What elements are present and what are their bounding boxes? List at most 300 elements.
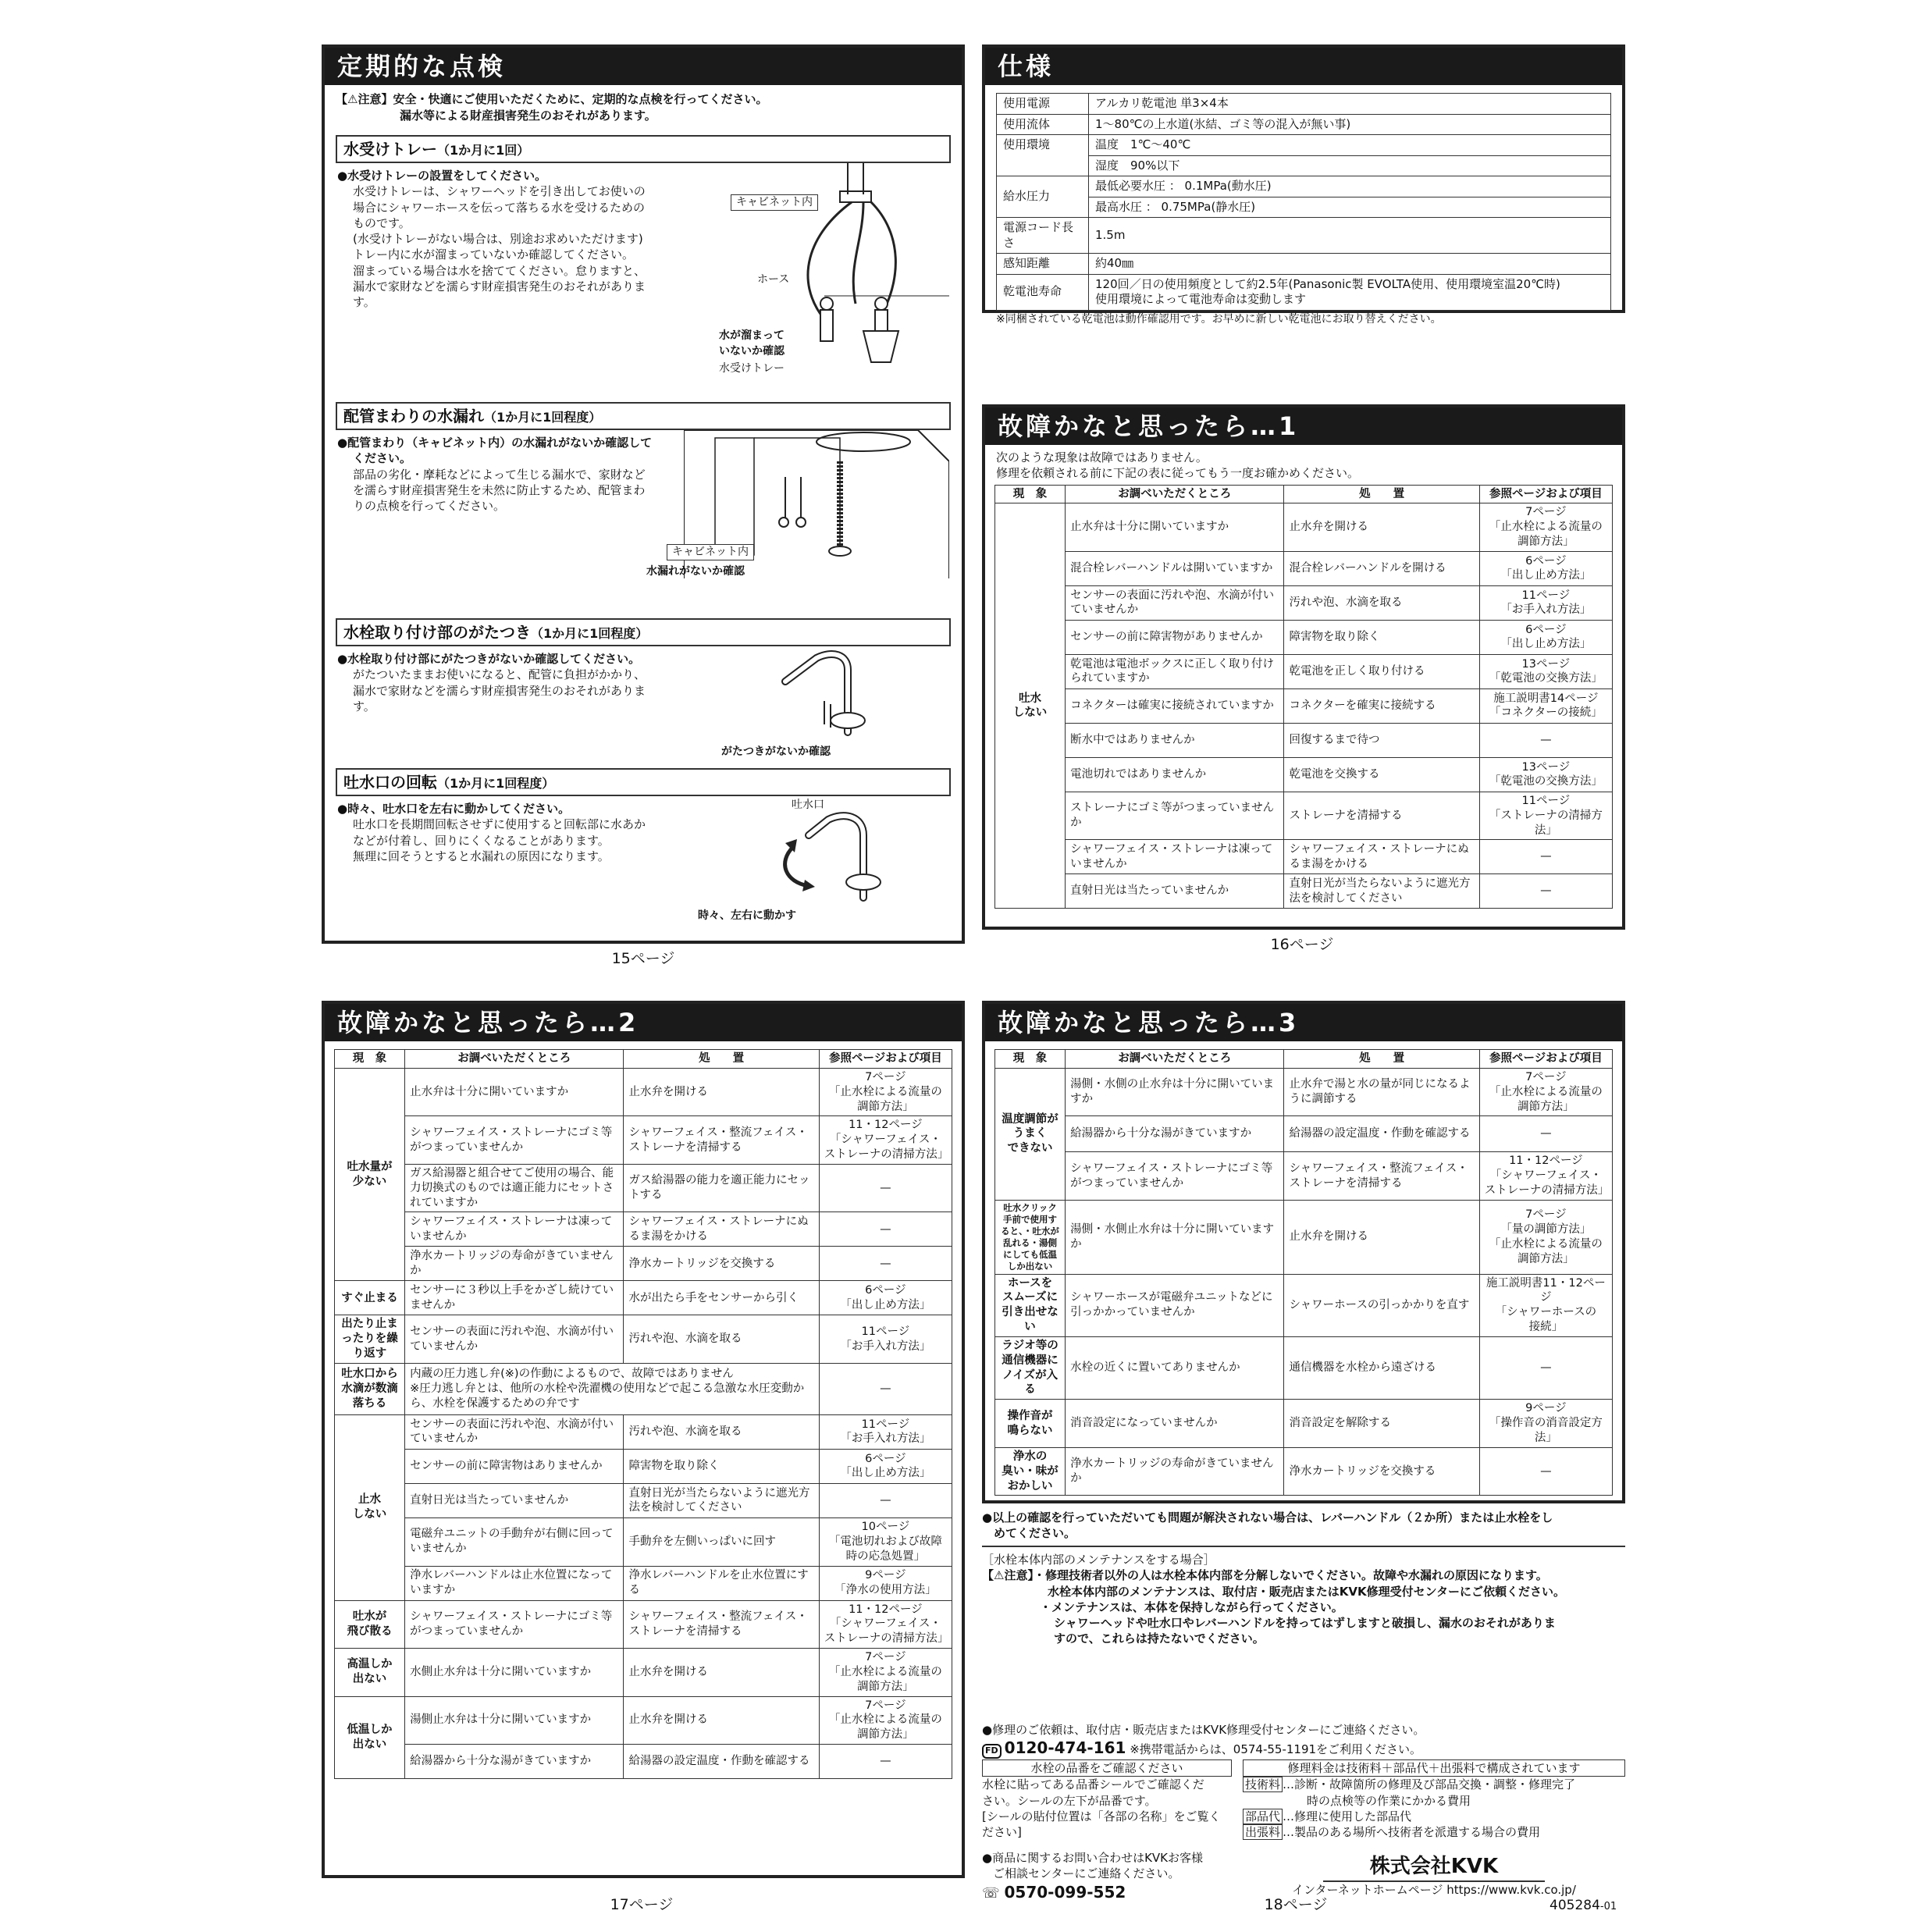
reference-cell: 6ページ 「出し止め方法」 — [819, 1281, 952, 1315]
table-row — [335, 1649, 952, 1697]
table-row — [335, 1212, 952, 1247]
body-line: 溜まっている場合は水を捨ててください。怠りますと、 — [353, 263, 646, 278]
check-point-cell: シャワーフェイス・ストレーナにゴミ等がつまっていませんか — [1066, 1152, 1284, 1201]
spec-row — [997, 197, 1611, 218]
fee-value: …製品のある場所へ技術者を派遣する場合の費用 — [1283, 1825, 1541, 1839]
spec-row — [997, 114, 1611, 135]
reference-cell: 施工説明書14ページ 「コネクターの接続」 — [1479, 688, 1612, 723]
label-cabinet: キャビネット内 — [667, 544, 754, 560]
table-row — [995, 1336, 1613, 1399]
label-leak-check: 水漏れがないか確認 — [646, 565, 745, 578]
check-point-cell: 電磁弁ユニットの手動弁が右側に回っていませんか — [405, 1517, 624, 1566]
check-point-cell: シャワーホースが電磁弁ユニットなどに引っかかっていませんか — [1066, 1274, 1284, 1336]
spec-key: 乾電池寿命 — [997, 274, 1089, 310]
spec-value: 温度 1℃～40℃ — [1089, 135, 1611, 156]
reference-cell: — — [819, 1164, 952, 1212]
spec-key: 電源コード長さ — [997, 218, 1089, 254]
spec-value-line: 使用環境によって電池寿命は変動します — [1095, 292, 1307, 306]
check-point-cell: 混合栓レバーハンドルは開いていますか — [1066, 551, 1284, 585]
trouble2-panel — [322, 1001, 965, 1878]
reference-cell: — — [819, 1483, 952, 1517]
column-header: 現 象 — [335, 1050, 405, 1069]
column-header: 参照ページおよび項目 — [1479, 485, 1612, 503]
reference-cell: — — [1479, 723, 1612, 757]
table-row — [335, 1414, 952, 1449]
partno-line: 水栓に貼ってある品番シールでご確認くだ — [982, 1777, 1204, 1792]
label-check2: いないか確認 — [719, 345, 785, 358]
remedy-cell: 障害物を取り除く — [624, 1449, 819, 1483]
section-title: 水受けトレー — [343, 140, 437, 158]
reference-cell: — — [819, 1247, 952, 1281]
spec-value: アルカリ乾電池 単3×4本 — [1089, 94, 1611, 115]
symptom-cell: 操作音が 鳴らない — [995, 1400, 1066, 1448]
reference-cell: 7ページ 「止水栓による流量の 調節方法」 — [819, 1068, 952, 1116]
check-point-cell: 断水中ではありませんか — [1066, 723, 1284, 757]
table-row — [995, 1447, 1613, 1496]
body-line: 漏水で家財などを濡らす財産損害発生のおそれがありま — [353, 279, 646, 294]
note-span-cell: 内蔵の圧力逃し弁(※)の作動によるもので、故障ではありません ※圧力逃し弁とは、他所の水栓や洗濯機の使用などで起こる急激な水圧変動から、水栓を保護するための弁です — [405, 1363, 820, 1414]
body-line: を濡らす財産損害発生を未然に防止するため、配管まわ — [353, 482, 646, 497]
remedy-cell: コネクターを確実に接続する — [1284, 688, 1479, 723]
check-point-cell: 水栓の近くに置いてありませんか — [1066, 1336, 1284, 1399]
repair-fee-box — [1243, 1759, 1625, 1840]
reference-cell: 施工説明書11・12ページ 「シャワーホースの 接続」 — [1479, 1274, 1612, 1336]
check-point-cell: 給湯器から十分な湯がきていますか — [1066, 1116, 1284, 1152]
spec-value: 1.5m — [1089, 218, 1611, 254]
remedy-cell: 汚れや泡、水滴を取る — [624, 1315, 819, 1364]
body-line: す。 — [353, 699, 375, 713]
freedial-row — [982, 1738, 1630, 1759]
spec-key: 給水圧力 — [997, 176, 1089, 218]
page-number-15: 15ページ — [611, 950, 675, 967]
spec-key: 使用電源 — [997, 94, 1089, 115]
intro-line: 次のような現象は故障ではありません。 — [996, 450, 1208, 464]
table-header-row — [995, 485, 1613, 503]
check-point-cell: 直射日光は当たっていませんか — [405, 1483, 624, 1517]
section-freq: （1か月に1回程度） — [484, 410, 602, 425]
unresolved-note — [982, 1510, 1630, 1542]
remedy-cell: 汚れや泡、水滴を取る — [1284, 585, 1479, 620]
check-point-cell: シャワーフェイス・ストレーナにゴミ等がつまっていませんか — [405, 1116, 624, 1165]
remedy-cell: 浄水レバーハンドルを止水位置にする — [624, 1566, 819, 1600]
table-row — [335, 1164, 952, 1212]
table-row — [995, 1274, 1613, 1336]
spec-row — [997, 274, 1611, 310]
remedy-cell: シャワーフェイス・整流フェイス・ストレーナを清掃する — [624, 1116, 819, 1165]
table-row — [995, 585, 1613, 620]
remedy-cell: 止水弁を開ける — [1284, 503, 1479, 552]
reference-cell: — — [819, 1745, 952, 1779]
body-line: 部品の劣化・摩耗などによって生じる漏水で、家財など — [353, 467, 646, 482]
check-point-cell: 乾電池は電池ボックスに正しく取り付けられていますか — [1066, 654, 1284, 688]
table-row — [995, 723, 1613, 757]
reference-cell: 11ページ 「ストレーナの清掃方法」 — [1479, 792, 1612, 840]
spec-key: 感知距離 — [997, 254, 1089, 275]
document-number-suffix: -01 — [1599, 1901, 1617, 1912]
remedy-cell: シャワーフェイス・ストレーナにぬるま湯をかける — [624, 1212, 819, 1247]
section-spout-rotation-body — [325, 796, 962, 921]
partno-line: さい。シールの左下が品番です。 — [982, 1793, 1157, 1808]
reference-cell: 10ページ 「電池切れおよび故障 時の応急処置」 — [819, 1517, 952, 1566]
section-freq: （1か月に1回程度） — [437, 776, 555, 791]
reference-cell: — — [1479, 840, 1612, 874]
fee-row — [1243, 1809, 1625, 1824]
check-point-cell: 直射日光は当たっていませんか — [1066, 874, 1284, 909]
table-row — [335, 1068, 952, 1116]
symptom-cell: 止水 しない — [335, 1414, 405, 1600]
page15-caution — [325, 85, 962, 130]
check-point-cell: 湯側止水弁は十分に開いていますか — [405, 1696, 624, 1745]
repair-contact — [982, 1722, 1630, 1759]
section-pipe-leak-body — [325, 430, 962, 614]
symptom-cell: 吐水 しない — [995, 503, 1066, 909]
column-header: 処 置 — [1284, 1050, 1479, 1069]
fee-key: 出張料 — [1243, 1824, 1283, 1840]
remedy-cell: 混合栓レバーハンドルを開ける — [1284, 551, 1479, 585]
symptom-cell: 低温しか 出ない — [335, 1696, 405, 1779]
body-line: などが付着し、回りにくくなることがあります。 — [353, 833, 610, 848]
remedy-cell: シャワーフェイス・整流フェイス・ストレーナを清掃する — [1284, 1152, 1479, 1201]
section-title: 水栓取り付け部のがたつき — [343, 623, 531, 642]
document-number-main: 405284 — [1550, 1898, 1600, 1913]
table-row — [335, 1363, 952, 1414]
reference-cell: 7ページ 「止水栓による流量の 調節方法」 — [819, 1696, 952, 1745]
section-title: 配管まわりの水漏れ — [343, 407, 484, 425]
intro-line: 修理を依頼される前に下記の表に従ってもう一度お確かめください。 — [996, 466, 1360, 481]
body-line: トレー内に水が溜まっていないか確認してください。 — [353, 247, 635, 262]
spec-table — [996, 93, 1611, 311]
table-row — [995, 1152, 1613, 1201]
body-line: 無理に回そうとすると水漏れの原因になります。 — [353, 849, 610, 863]
symptom-cell: 浄水の 臭い・味が おかしい — [995, 1447, 1066, 1496]
navidial-number: 0570-099-552 — [1004, 1882, 1126, 1902]
symptom-cell: ホースを スムーズに 引き出せない — [995, 1274, 1066, 1336]
spec-value: 最低必要水圧 ： 0.1MPa(動水圧) — [1089, 176, 1611, 197]
reference-cell: 13ページ 「乾電池の交換方法」 — [1479, 757, 1612, 792]
table-row — [335, 1247, 952, 1281]
symptom-cell: 吐水口から水滴が数滴落ちる — [335, 1363, 405, 1414]
reference-cell: 11・12ページ 「シャワーフェイス・ ストレーナの清掃方法」 — [1479, 1152, 1612, 1201]
check-point-cell: 浄水レバーハンドルは止水位置になっていますか — [405, 1566, 624, 1600]
reference-cell: — — [1479, 1116, 1612, 1152]
column-header: 現 象 — [995, 1050, 1066, 1069]
table-header-row — [995, 1050, 1613, 1069]
remedy-cell: 手動弁を左側いっぱいに回す — [624, 1517, 819, 1566]
check-point-cell: センサーの前に障害物がありませんか — [1066, 620, 1284, 654]
spec-row — [997, 155, 1611, 176]
trouble1-title: 故障かなと思ったら…1 — [985, 407, 1622, 445]
check-point-cell: ガス給湯器と組合せてご使用の場合、能力切換式のものでは適正能力にセットされていますか — [405, 1164, 624, 1212]
navidial-icon: ☏ — [982, 1884, 1000, 1902]
reference-cell: 7ページ 「止水栓による流量の 調節方法」 — [1479, 1068, 1612, 1116]
maintenance-line: すので、これらは持たないでください。 — [1054, 1631, 1265, 1646]
spec-note: ※同梱されている乾電池は動作確認用です。お早めに新しい乾電池にお取り替えください。 — [996, 312, 1442, 326]
remedy-cell: 通信機器を水栓から遠ざける — [1284, 1336, 1479, 1399]
check-point-cell: 給湯器から十分な湯がきていますか — [405, 1745, 624, 1779]
table-row — [995, 688, 1613, 723]
consult-line: ご相談センターにご連絡ください。 — [993, 1866, 1180, 1881]
remedy-cell: 障害物を取り除く — [1284, 620, 1479, 654]
remedy-cell: ストレーナを清掃する — [1284, 792, 1479, 840]
repair-line: ●修理のご依頼は、取付店・販売店またはKVK修理受付センターにご連絡ください。 — [982, 1723, 1425, 1737]
check-point-cell: シャワーフェイス・ストレーナは凍っていませんか — [405, 1212, 624, 1247]
lead-text: ●配管まわり（キャビネット内）の水漏れがないか確認して — [337, 436, 653, 450]
fee-title: 修理料金は技術料＋部品代＋出張料で構成されています — [1243, 1759, 1625, 1777]
remedy-cell: 止水弁を開ける — [624, 1696, 819, 1745]
partno-line: ださい] — [982, 1825, 1022, 1839]
column-header: 現 象 — [995, 485, 1066, 503]
remedy-cell: 給湯器の設定温度・作動を確認する — [1284, 1116, 1479, 1152]
homepage-url: インターネットホームページ https://www.kvk.co.jp/ — [1292, 1883, 1576, 1898]
fee-key: 技術料 — [1243, 1777, 1283, 1792]
column-header: お調べいただくところ — [405, 1050, 624, 1069]
spec-value: 湿度 90%以下 — [1089, 155, 1611, 176]
table-row — [995, 792, 1613, 840]
section-mount-wobble — [336, 618, 951, 646]
reference-cell: 11・12ページ 「シャワーフェイス・ ストレーナの清掃方法」 — [819, 1600, 952, 1649]
body-line: ものです。 — [353, 215, 411, 230]
spec-row — [997, 94, 1611, 115]
document-number — [1550, 1897, 1617, 1915]
partno-box — [982, 1759, 1232, 1840]
column-header: 処 置 — [624, 1050, 819, 1069]
page-number-16: 16ページ — [1270, 936, 1334, 953]
fee-row-cont: 時の点検等の作業にかかる費用 — [1307, 1793, 1471, 1808]
reference-cell: 11ページ 「お手入れ方法」 — [819, 1315, 952, 1364]
check-point-cell: センサーの表面に汚れや泡、水滴が付いていませんか — [1066, 585, 1284, 620]
reference-cell: — — [1479, 1336, 1612, 1399]
check-point-cell: 浄水カートリッジの寿命がきていませんか — [1066, 1447, 1284, 1496]
check-point-cell: 止水弁は十分に開いていますか — [1066, 503, 1284, 552]
body-line: 場合にシャワーホースを伝って落ちる水を受けるための — [353, 200, 645, 215]
table-row — [995, 654, 1613, 688]
body-line: 吐水口を長期間回転させずに使用すると回転部に水あか — [353, 817, 646, 832]
label-wobble-check: がたつきがないか確認 — [721, 745, 831, 758]
spec-row — [997, 135, 1611, 156]
table-row — [335, 1696, 952, 1745]
remedy-cell: 浄水カートリッジを交換する — [1284, 1447, 1479, 1496]
table-row — [335, 1600, 952, 1649]
page15-panel — [322, 44, 965, 944]
section-freq: （1か月に1回程度） — [531, 626, 649, 641]
fee-key: 部品代 — [1243, 1809, 1283, 1824]
remedy-cell: ガス給湯器の能力を適正能力にセットする — [624, 1164, 819, 1212]
body-line: 水受けトレーは、シャワーヘッドを引き出してお使いの — [353, 184, 646, 199]
maintenance-line: シャワーヘッドや吐水口やレバーハンドルを持ってはずしますと破損し、漏水のおそれがありま — [1054, 1616, 1556, 1630]
page-number-18: 18ページ — [1264, 1896, 1328, 1913]
table-row — [335, 1745, 952, 1779]
symptom-cell: 出たり止まったりを繰り返す — [335, 1315, 405, 1364]
reference-cell: — — [819, 1363, 952, 1414]
reference-cell: 7ページ 「止水栓による流量の 調節方法」 — [1479, 503, 1612, 552]
spec-value — [1089, 274, 1611, 310]
remedy-cell: 直射日光が当たらないように遮光方法を検討してください — [624, 1483, 819, 1517]
check-point-cell: 電池切れではありませんか — [1066, 757, 1284, 792]
body-line: りの点検を行ってください。 — [353, 499, 506, 513]
reference-cell: 7ページ 「止水栓による流量の 調節方法」 — [819, 1649, 952, 1697]
check-point-cell: センサーに３秒以上手をかざし続けていませんか — [405, 1281, 624, 1315]
maintenance-line: 【⚠注意】・修理技術者以外の人は水栓本体内部を分解しないでください。故障や水漏れの原因になります。 — [982, 1568, 1548, 1583]
page15-title: 定期的な点検 — [325, 48, 962, 85]
table-row — [335, 1281, 952, 1315]
page-number-17: 17ページ — [610, 1896, 674, 1913]
section-mount-wobble-body — [325, 646, 962, 763]
table-row — [995, 1200, 1613, 1274]
body-line: す。 — [353, 295, 375, 309]
column-header: お調べいただくところ — [1066, 485, 1284, 503]
trouble1-panel — [982, 404, 1625, 930]
table-row — [995, 757, 1613, 792]
freedial-note: ※携帯電話からは、0574-55-1191をご利用ください。 — [1130, 1742, 1422, 1757]
table-row — [995, 874, 1613, 909]
table-row — [995, 551, 1613, 585]
spec-row — [997, 218, 1611, 254]
spout-rotation-illustration — [762, 804, 918, 906]
cabinet-pipe-illustration — [684, 430, 949, 606]
faucet-mount-illustration — [762, 646, 918, 740]
check-point-cell: センサーの前に障害物はありませんか — [405, 1449, 624, 1483]
check-point-cell: シャワーフェイス・ストレーナは凍っていませんか — [1066, 840, 1284, 874]
check-point-cell: 浄水カートリッジの寿命がきていませんか — [405, 1247, 624, 1281]
caution-line1: 【⚠注意】安全・快適にご使用いただくために、定期的な点検を行ってください。 — [336, 92, 768, 106]
partno-line: [シールの貼付位置は「各部の名称」をご覧く — [982, 1809, 1221, 1823]
table-row — [995, 620, 1613, 654]
column-header: 参照ページおよび項目 — [1479, 1050, 1612, 1069]
freedial-number: 0120-474-161 — [1004, 1738, 1126, 1758]
label-cabinet: キャビネット内 — [731, 194, 818, 211]
trouble1-table — [994, 485, 1613, 909]
reference-cell: — — [1479, 1447, 1612, 1496]
check-point-cell: 消音設定になっていませんか — [1066, 1400, 1284, 1448]
reference-cell: 11ページ 「お手入れ方法」 — [1479, 585, 1612, 620]
remedy-cell: 乾電池を交換する — [1284, 757, 1479, 792]
remedy-cell: 汚れや泡、水滴を取る — [624, 1414, 819, 1449]
check-point-cell: 湯側・水側止水弁は十分に開いていますか — [1066, 1200, 1284, 1274]
remedy-cell: 止水弁を開ける — [624, 1649, 819, 1697]
trouble2-title: 故障かなと思ったら…2 — [325, 1004, 962, 1041]
table-row — [335, 1566, 952, 1600]
body-line: 漏水で家財などを濡らす財産損害発生のおそれがありま — [353, 683, 646, 698]
spec-panel — [982, 44, 1625, 326]
company-block — [1243, 1853, 1625, 1898]
spec-key: 使用流体 — [997, 114, 1089, 135]
remedy-cell: シャワーフェイス・ストレーナにぬるま湯をかける — [1284, 840, 1479, 874]
lead-text: ●時々、吐水口を左右に動かしてください。 — [337, 802, 571, 816]
section-pipe-leak — [336, 402, 951, 430]
symptom-cell: 温度調節が うまく できない — [995, 1068, 1066, 1200]
spec-value: 約40㎜ — [1089, 254, 1611, 275]
remedy-cell: シャワーフェイス・整流フェイス・ストレーナを清掃する — [624, 1600, 819, 1649]
table-row — [995, 1400, 1613, 1448]
remedy-cell: 止水弁で湯と水の量が同じになるように調節する — [1284, 1068, 1479, 1116]
table-row — [995, 840, 1613, 874]
label-hose: ホース — [757, 273, 790, 286]
trouble3-table — [994, 1049, 1613, 1496]
consult-line: ●商品に関するお問い合わせはKVKお客様 — [982, 1851, 1204, 1865]
check-point-cell: 止水弁は十分に開いていますか — [405, 1068, 624, 1116]
trouble2-table — [334, 1049, 952, 1779]
check-point-cell: コネクターは確実に接続されていますか — [1066, 688, 1284, 723]
unresolved-line1: ●以上の確認を行っていただいても問題が解決されない場合は、レバーハンドル（２か所）または止水栓をし — [982, 1510, 1553, 1525]
spec-row — [997, 176, 1611, 197]
trouble3-title: 故障かなと思ったら…3 — [985, 1004, 1622, 1041]
body-line: (水受けトレーがない場合は、別途お求めいただけます) — [353, 232, 643, 246]
remedy-cell: 止水弁を開ける — [1284, 1200, 1479, 1274]
reference-cell: 7ページ 「量の調節方法」 「止水栓による流量の 調節方法」 — [1479, 1200, 1612, 1274]
maintenance-title: ［水栓本体内部のメンテナンスをする場合］ — [982, 1553, 1215, 1567]
spec-title: 仕様 — [985, 48, 1622, 85]
remedy-cell: 直射日光が当たらないように遮光方法を検討してください — [1284, 874, 1479, 909]
unresolved-line2: めてください。 — [982, 1526, 1076, 1541]
column-header: 処 置 — [1284, 485, 1479, 503]
symptom-cell: 吐水が 飛び散る — [335, 1600, 405, 1649]
symptom-cell: 高温しか 出ない — [335, 1649, 405, 1697]
label-rotate: 時々、左右に動かす — [698, 909, 796, 922]
table-row — [995, 1068, 1613, 1116]
check-point-cell: 水側止水弁は十分に開いていますか — [405, 1649, 624, 1697]
section-water-tray-body — [325, 163, 962, 397]
lead-text-2: ください。 — [353, 451, 412, 466]
table-row — [995, 503, 1613, 552]
remedy-cell: 回復するまで待つ — [1284, 723, 1479, 757]
label-spout: 吐水口 — [792, 799, 824, 811]
fee-row — [1243, 1824, 1625, 1840]
maintenance-line: ・メンテナンスは、本体を保持しながら行ってください。 — [1040, 1599, 1343, 1614]
remedy-cell: 乾電池を正しく取り付ける — [1284, 654, 1479, 688]
label-tray: 水受けトレー — [719, 362, 785, 375]
lead-text: ●水受けトレーの設置をしてください。 — [337, 169, 547, 183]
label-check1: 水が溜まって — [719, 329, 785, 342]
check-point-cell: シャワーフェイス・ストレーナにゴミ等がつまっていませんか — [405, 1600, 624, 1649]
column-header: お調べいただくところ — [1066, 1050, 1284, 1069]
fee-value: …診断・故障箇所の修理及び部品交換・調整・修理完了 — [1283, 1777, 1576, 1792]
reference-cell: 11ページ 「お手入れ方法」 — [819, 1414, 952, 1449]
section-title: 吐水口の回転 — [343, 773, 437, 792]
remedy-cell: 止水弁を開ける — [624, 1068, 819, 1116]
reference-cell: 6ページ 「出し止め方法」 — [1479, 620, 1612, 654]
remedy-cell: 給湯器の設定温度・作動を確認する — [624, 1745, 819, 1779]
company-name: 株式会社KVK — [1323, 1853, 1545, 1882]
reference-cell: 13ページ 「乾電池の交換方法」 — [1479, 654, 1612, 688]
fee-row — [1243, 1777, 1625, 1792]
symptom-cell: すぐ止まる — [335, 1281, 405, 1315]
maintenance-note — [982, 1552, 1630, 1647]
remedy-cell: シャワーホースの引っかかりを直す — [1284, 1274, 1479, 1336]
maintenance-line: 水栓本体内部のメンテナンスは、取付店・販売店またはKVK修理受付センターにご依頼ください。 — [1048, 1584, 1566, 1599]
remedy-cell: 浄水カートリッジを交換する — [624, 1247, 819, 1281]
table-header-row — [335, 1050, 952, 1069]
trouble3-panel — [982, 1001, 1625, 1503]
check-point-cell: 湯側・水側の止水弁は十分に開いていますか — [1066, 1068, 1284, 1116]
reference-cell: 11・12ページ 「シャワーフェイス・ ストレーナの清掃方法」 — [819, 1116, 952, 1165]
reference-cell: — — [819, 1212, 952, 1247]
section-water-tray — [336, 135, 951, 163]
check-point-cell: センサーの表面に汚れや泡、水滴が付いていませんか — [405, 1414, 624, 1449]
table-row — [335, 1517, 952, 1566]
reference-cell: 9ページ 「浄水の使用方法」 — [819, 1566, 952, 1600]
symptom-cell: 吐水量が 少ない — [335, 1068, 405, 1281]
spec-value: 最高水圧 ： 0.75MPa(静水圧) — [1089, 197, 1611, 218]
freedial-icon: FD — [982, 1744, 1002, 1759]
spec-key: 使用環境 — [997, 135, 1089, 176]
column-header: 参照ページおよび項目 — [819, 1050, 952, 1069]
table-row — [335, 1483, 952, 1517]
check-point-cell: ストレーナにゴミ等がつまっていませんか — [1066, 792, 1284, 840]
trouble1-intro — [985, 445, 1622, 485]
section-freq: （1か月に1回） — [437, 143, 530, 158]
spec-value: 1～80℃の上水道(氷結、ゴミ等の混入が無い事) — [1089, 114, 1611, 135]
table-row — [335, 1315, 952, 1364]
